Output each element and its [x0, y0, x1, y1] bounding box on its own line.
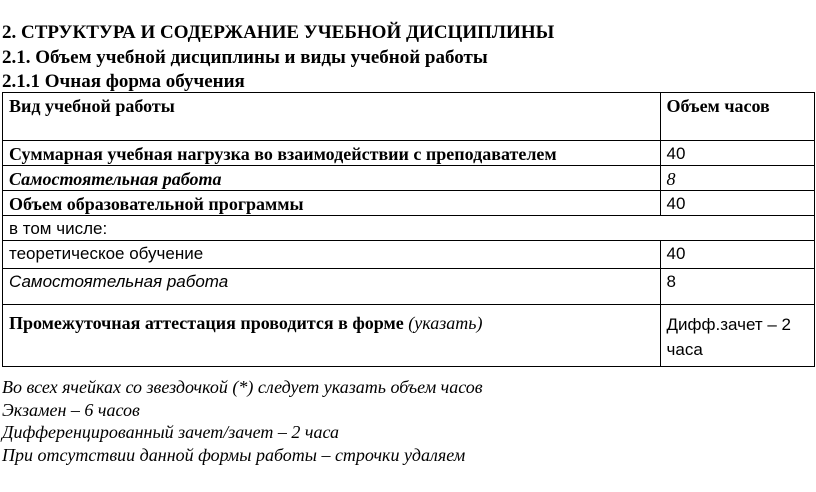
work-type-header: Вид учебной работы: [3, 93, 661, 141]
row-value-independent-work-2: 8: [660, 269, 814, 305]
row-label-independent-work-2: Самостоятельная работа: [3, 269, 661, 305]
row-label-interim-attestation: [3, 305, 661, 367]
footnote: При отсутствии данной формы работы – строчки удаляем: [2, 444, 466, 465]
table-row: [3, 305, 815, 367]
study-form-heading: 2.1.1 Очная форма обучения: [2, 71, 245, 92]
workload-table: [2, 92, 815, 367]
footnote: Экзамен – 6 часов: [2, 399, 140, 420]
table-row: [3, 166, 815, 191]
table-row: [3, 216, 815, 241]
row-value-program-volume: 40: [660, 191, 814, 216]
row-label-program-volume: Объем образовательной программы: [3, 191, 661, 216]
row-label-total-contact: Суммарная учебная нагрузка во взаимодействии с преподавателем: [3, 141, 661, 166]
table-row: [3, 191, 815, 216]
row-label-independent-work: Самостоятельная работа: [3, 166, 661, 191]
attestation-label-suffix: (указать): [408, 313, 483, 333]
table-row: [3, 241, 815, 269]
table-header-row: [3, 93, 815, 141]
attestation-label: Промежуточная аттестация проводится в форме: [9, 313, 404, 333]
row-label-theory: теоретическое обучение: [3, 241, 661, 269]
row-value-independent-work: 8: [660, 166, 814, 191]
hours-header: Объем часов: [660, 93, 814, 141]
row-value-interim-attestation: Дифф.зачет – 2 часа: [660, 305, 814, 367]
table-row: [3, 269, 815, 305]
footnote: Дифференцированный зачет/зачет – 2 часа: [2, 422, 340, 442]
row-value-theory: 40: [660, 241, 814, 269]
footnotes: [2, 376, 483, 466]
row-label-including: в том числе:: [3, 216, 815, 241]
footnote: Во всех ячейках со звездочкой (*) следует указать объем часов: [2, 377, 483, 397]
row-value-total-contact: 40: [660, 141, 814, 166]
table-row: [3, 141, 815, 166]
section-heading: 2. СТРУКТУРА И СОДЕРЖАНИЕ УЧЕБНОЙ ДИСЦИПЛИНЫ: [2, 22, 555, 43]
subsection-heading: 2.1. Объем учебной дисциплины и виды учебной работы: [2, 47, 488, 68]
